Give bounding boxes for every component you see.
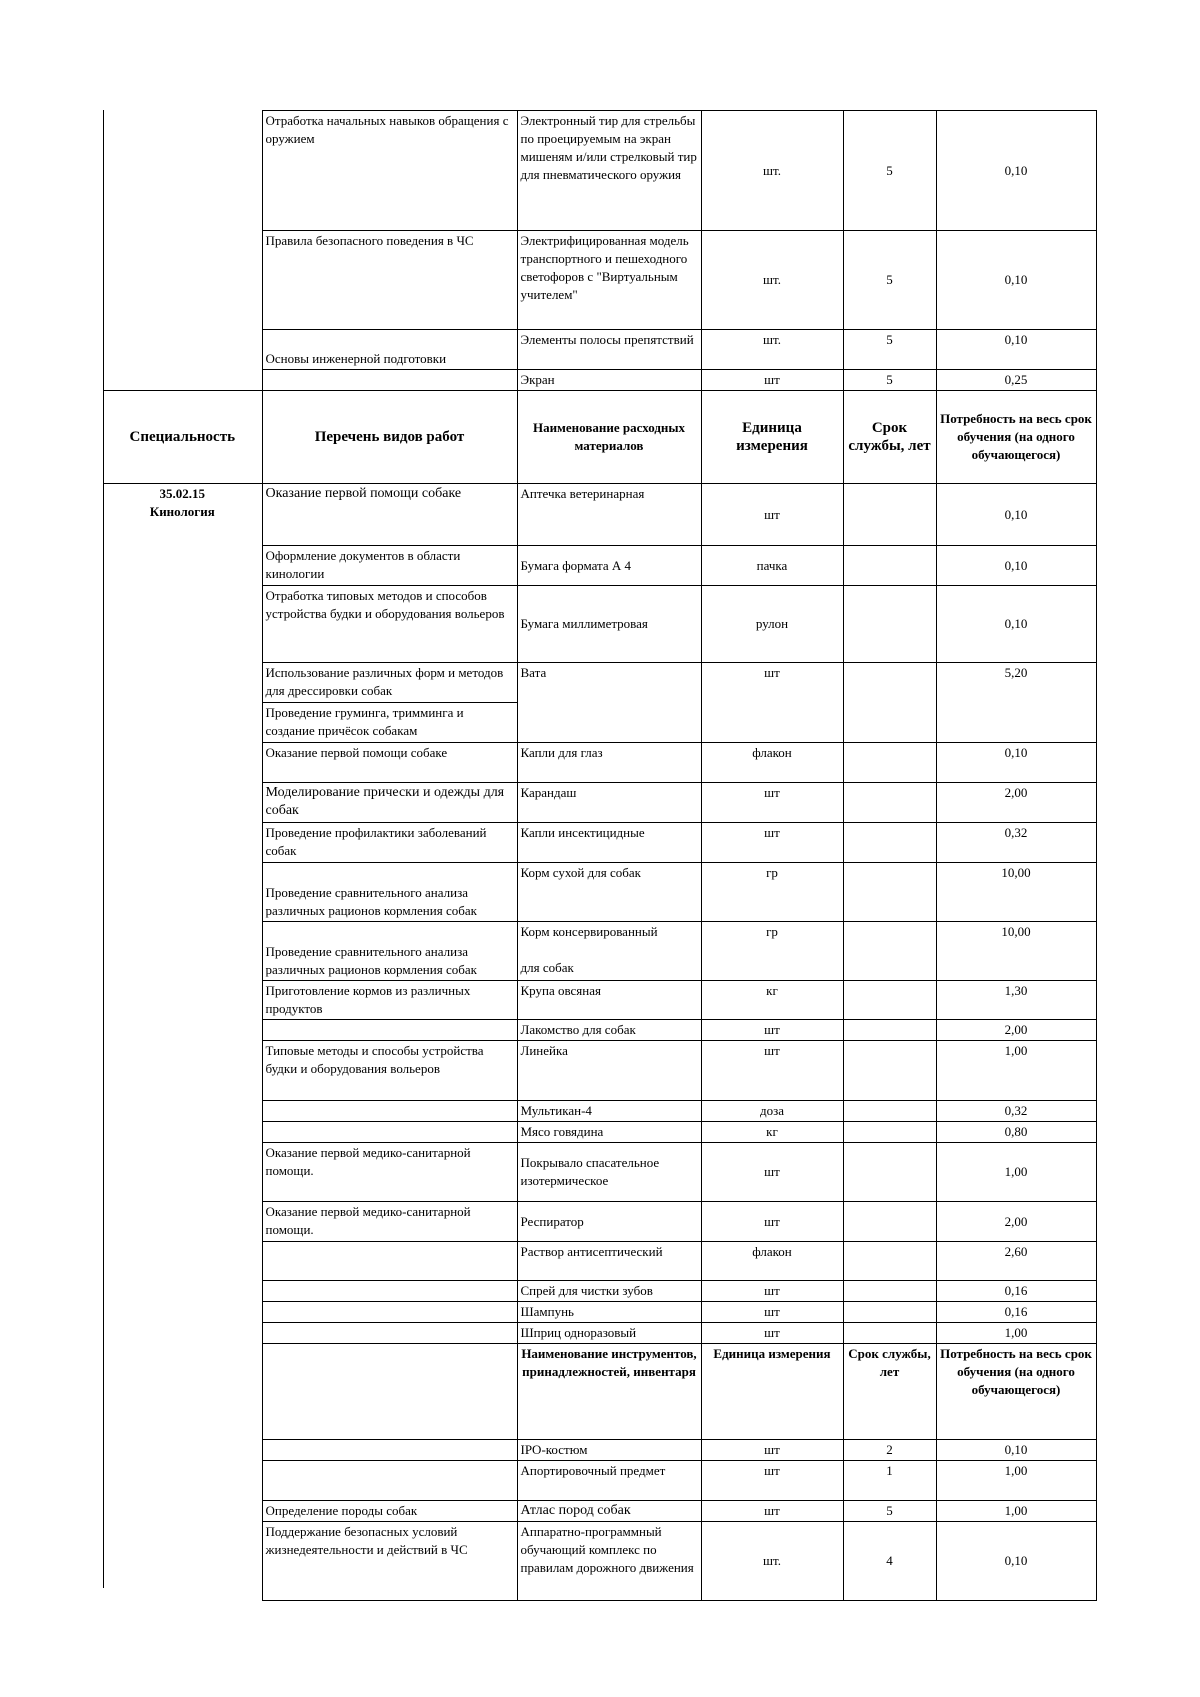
- life-cell: [843, 1242, 936, 1281]
- unit-cell: пачка: [701, 546, 843, 586]
- need-cell: 0,10: [936, 586, 1096, 663]
- life-cell: [843, 922, 936, 981]
- material-cell: Шприц одноразовый: [517, 1323, 701, 1344]
- work-cell: [262, 1302, 517, 1323]
- materials-table: [103, 110, 1097, 1601]
- material-cell: Мультикан-4: [517, 1101, 701, 1122]
- work-cell: Основы инженерной подготовки: [262, 330, 517, 370]
- unit-cell: флакон: [701, 1242, 843, 1281]
- material-cell: Экран: [517, 370, 701, 391]
- table-header-row: [103, 391, 1096, 484]
- work-cell: [262, 1440, 517, 1461]
- unit-cell: шт: [701, 1302, 843, 1323]
- need-cell: 5,20: [936, 663, 1096, 743]
- material-cell: Раствор антисептический: [517, 1242, 701, 1281]
- material-cell: Капли для глаз: [517, 743, 701, 783]
- life-cell: [843, 484, 936, 546]
- specialty-cell-empty: [103, 111, 262, 231]
- life-cell: [843, 1281, 936, 1302]
- unit-cell: шт: [701, 1202, 843, 1242]
- material-cell: Элементы полосы препятствий: [517, 330, 701, 370]
- unit-cell: шт: [701, 1501, 843, 1522]
- material-cell: Покрывало спасательное изотермическое: [517, 1143, 701, 1202]
- unit-cell: шт: [701, 663, 843, 743]
- life-cell: [843, 783, 936, 823]
- material-cell: Бумага миллиметровая: [517, 586, 701, 663]
- header-specialty: Специальность: [103, 391, 262, 484]
- work-cell: Определение породы собак: [262, 1501, 517, 1522]
- life-cell: 5: [843, 330, 936, 370]
- unit-cell: шт: [701, 1143, 843, 1202]
- specialty-cell-empty: [103, 330, 262, 370]
- unit-cell: шт: [701, 1281, 843, 1302]
- life-cell: 2: [843, 1440, 936, 1461]
- life-cell: [843, 1302, 936, 1323]
- unit-cell: шт: [701, 1461, 843, 1501]
- item-cell: Атлас пород собак: [517, 1501, 701, 1522]
- specialty-cell: [103, 484, 262, 1601]
- life-cell: [843, 1101, 936, 1122]
- table-row: [103, 111, 1096, 231]
- material-cell: Мясо говядина: [517, 1122, 701, 1143]
- need-cell: 1,00: [936, 1143, 1096, 1202]
- work-cell: Проведение груминга, тримминга и создание причёсок собакам: [262, 703, 517, 743]
- need-cell: 0,10: [936, 1440, 1096, 1461]
- work-cell: [262, 1122, 517, 1143]
- need-cell: 1,00: [936, 1461, 1096, 1501]
- unit-cell: шт: [701, 1323, 843, 1344]
- material-cell: Аптечка ветеринарная: [517, 484, 701, 546]
- material-cell: Шампунь: [517, 1302, 701, 1323]
- life-cell: [843, 663, 936, 743]
- work-cell: Отработка начальных навыков обращения с оружием: [262, 111, 517, 231]
- life-cell: 5: [843, 111, 936, 231]
- life-cell: 5: [843, 1501, 936, 1522]
- unit-cell: шт.: [701, 231, 843, 330]
- work-cell: Оказание первой помощи собаке: [262, 743, 517, 783]
- work-cell: Оказание первой помощи собаке: [262, 484, 517, 546]
- need-cell: 0,10: [936, 111, 1096, 231]
- need-cell: 0,10: [936, 231, 1096, 330]
- material-cell: Вата: [517, 663, 701, 743]
- material-cell: Электронный тир для стрельбы по проецируемым на экран мишеням и/или стрелковый тир для пневматического оружия: [517, 111, 701, 231]
- life-cell: [843, 863, 936, 922]
- life-cell: [843, 1020, 936, 1041]
- life-cell: [843, 546, 936, 586]
- work-cell: Проведение сравнительного анализа различных рационов кормления собак: [262, 922, 517, 981]
- item-cell: IPO-костюм: [517, 1440, 701, 1461]
- specialty-cell-empty: [103, 370, 262, 391]
- unit-cell: шт: [701, 484, 843, 546]
- header-works: Перечень видов работ: [262, 391, 517, 484]
- work-cell: Оказание первой медико-санитарной помощи.: [262, 1143, 517, 1202]
- need-cell: 0,10: [936, 743, 1096, 783]
- material-cell: Бумага формата А 4: [517, 546, 701, 586]
- unit-cell: шт: [701, 783, 843, 823]
- life-cell: [843, 1323, 936, 1344]
- unit-cell: кг: [701, 981, 843, 1020]
- need-cell: 1,30: [936, 981, 1096, 1020]
- need-cell: 2,00: [936, 1020, 1096, 1041]
- life-cell: [843, 1143, 936, 1202]
- work-cell: [262, 1242, 517, 1281]
- work-cell: [262, 1020, 517, 1041]
- specialty-name: Кинология: [149, 504, 215, 519]
- life-cell: 1: [843, 1461, 936, 1501]
- need-cell: 0,10: [936, 484, 1096, 546]
- need-cell: 0,10: [936, 546, 1096, 586]
- unit-cell: гр: [701, 922, 843, 981]
- unit-cell: шт: [701, 1041, 843, 1101]
- unit-cell: шт: [701, 823, 843, 863]
- need-cell: 0,16: [936, 1302, 1096, 1323]
- need-cell: 1,00: [936, 1041, 1096, 1101]
- life-cell: [843, 586, 936, 663]
- need-cell: 10,00: [936, 863, 1096, 922]
- work-cell: Отработка типовых методов и способов устройства будки и оборудования вольеров: [262, 586, 517, 663]
- item-cell: Аппаратно-программный обучающий комплекс по правилам дорожного движения: [517, 1522, 701, 1601]
- life-cell: [843, 981, 936, 1020]
- material-cell: [517, 922, 701, 981]
- header-unit: Единица измерения: [701, 1344, 843, 1440]
- specialty-cell-empty: [103, 231, 262, 330]
- work-cell: Приготовление кормов из различных продуктов: [262, 981, 517, 1020]
- life-cell: 5: [843, 370, 936, 391]
- work-cell: Использование различных форм и методов для дрессировки собак: [262, 663, 517, 703]
- work-cell: [262, 1461, 517, 1501]
- material-cell: Корм сухой для собак: [517, 863, 701, 922]
- work-cell: Типовые методы и способы устройства будки и оборудования вольеров: [262, 1041, 517, 1101]
- need-cell: 10,00: [936, 922, 1096, 981]
- table-row: [103, 370, 1096, 391]
- life-cell: [843, 743, 936, 783]
- unit-cell: шт: [701, 1020, 843, 1041]
- unit-cell: рулон: [701, 586, 843, 663]
- header-life: Срок службы, лет: [843, 1344, 936, 1440]
- work-cell: Моделирование прически и одежды для собак: [262, 783, 517, 823]
- work-cell: Поддержание безопасных условий жизнедеятельности и действий в ЧС: [262, 1522, 517, 1601]
- header-tools: Наименование инструментов, принадлежностей, инвентаря: [517, 1344, 701, 1440]
- need-cell: 0,80: [936, 1122, 1096, 1143]
- unit-cell: шт.: [701, 330, 843, 370]
- work-cell: [262, 370, 517, 391]
- table-row: [103, 231, 1096, 330]
- work-cell: [262, 1101, 517, 1122]
- need-cell: 1,00: [936, 1323, 1096, 1344]
- need-cell: 0,10: [936, 1522, 1096, 1601]
- need-cell: 0,32: [936, 823, 1096, 863]
- header-need: Потребность на весь срок обучения (на одного обучающегося): [936, 1344, 1096, 1440]
- unit-cell: кг: [701, 1122, 843, 1143]
- work-cell: Оказание первой медико-санитарной помощи.: [262, 1202, 517, 1242]
- need-cell: 2,00: [936, 1202, 1096, 1242]
- work-cell: Проведение профилактики заболеваний собак: [262, 823, 517, 863]
- material-line-1: Корм консервированный: [520, 924, 658, 939]
- material-cell: Карандаш: [517, 783, 701, 823]
- table-row: [103, 330, 1096, 370]
- unit-cell: доза: [701, 1101, 843, 1122]
- life-cell: 4: [843, 1522, 936, 1601]
- life-cell: [843, 823, 936, 863]
- item-cell: Апортировочный предмет: [517, 1461, 701, 1501]
- need-cell: 0,16: [936, 1281, 1096, 1302]
- work-cell: [262, 1281, 517, 1302]
- header-materials: Наименование расходных материалов: [517, 391, 701, 484]
- life-cell: 5: [843, 231, 936, 330]
- need-cell: 1,00: [936, 1501, 1096, 1522]
- material-cell: Спрей для чистки зубов: [517, 1281, 701, 1302]
- material-cell: Линейка: [517, 1041, 701, 1101]
- unit-cell: флакон: [701, 743, 843, 783]
- unit-cell: шт.: [701, 111, 843, 231]
- work-cell: Оформление документов в области кинологии: [262, 546, 517, 586]
- need-cell: 0,32: [936, 1101, 1096, 1122]
- material-cell: Электрифицированная модель транспортного и пешеходного светофоров с "Виртуальным учителем": [517, 231, 701, 330]
- material-cell: Лакомство для собак: [517, 1020, 701, 1041]
- life-cell: [843, 1041, 936, 1101]
- work-cell: Правила безопасного поведения в ЧС: [262, 231, 517, 330]
- life-cell: [843, 1202, 936, 1242]
- unit-cell: шт.: [701, 1522, 843, 1601]
- specialty-code: 35.02.15: [159, 486, 205, 501]
- material-line-2: для собак: [520, 960, 574, 975]
- need-cell: 2,60: [936, 1242, 1096, 1281]
- table-row: [103, 484, 1096, 546]
- work-cell: Проведение сравнительного анализа различных рационов кормления собак: [262, 863, 517, 922]
- header-unit: Единица измерения: [701, 391, 843, 484]
- need-cell: 0,10: [936, 330, 1096, 370]
- material-cell: Крупа овсяная: [517, 981, 701, 1020]
- need-cell: 2,00: [936, 783, 1096, 823]
- material-cell: Респиратор: [517, 1202, 701, 1242]
- material-cell: Капли инсектицидные: [517, 823, 701, 863]
- header-life: Срок службы, лет: [843, 391, 936, 484]
- header-need: Потребность на весь срок обучения (на одного обучающегося): [936, 391, 1096, 484]
- unit-cell: шт: [701, 1440, 843, 1461]
- unit-cell: гр: [701, 863, 843, 922]
- need-cell: 0,25: [936, 370, 1096, 391]
- life-cell: [843, 1122, 936, 1143]
- work-cell: [262, 1323, 517, 1344]
- unit-cell: шт: [701, 370, 843, 391]
- header-empty: [262, 1344, 517, 1440]
